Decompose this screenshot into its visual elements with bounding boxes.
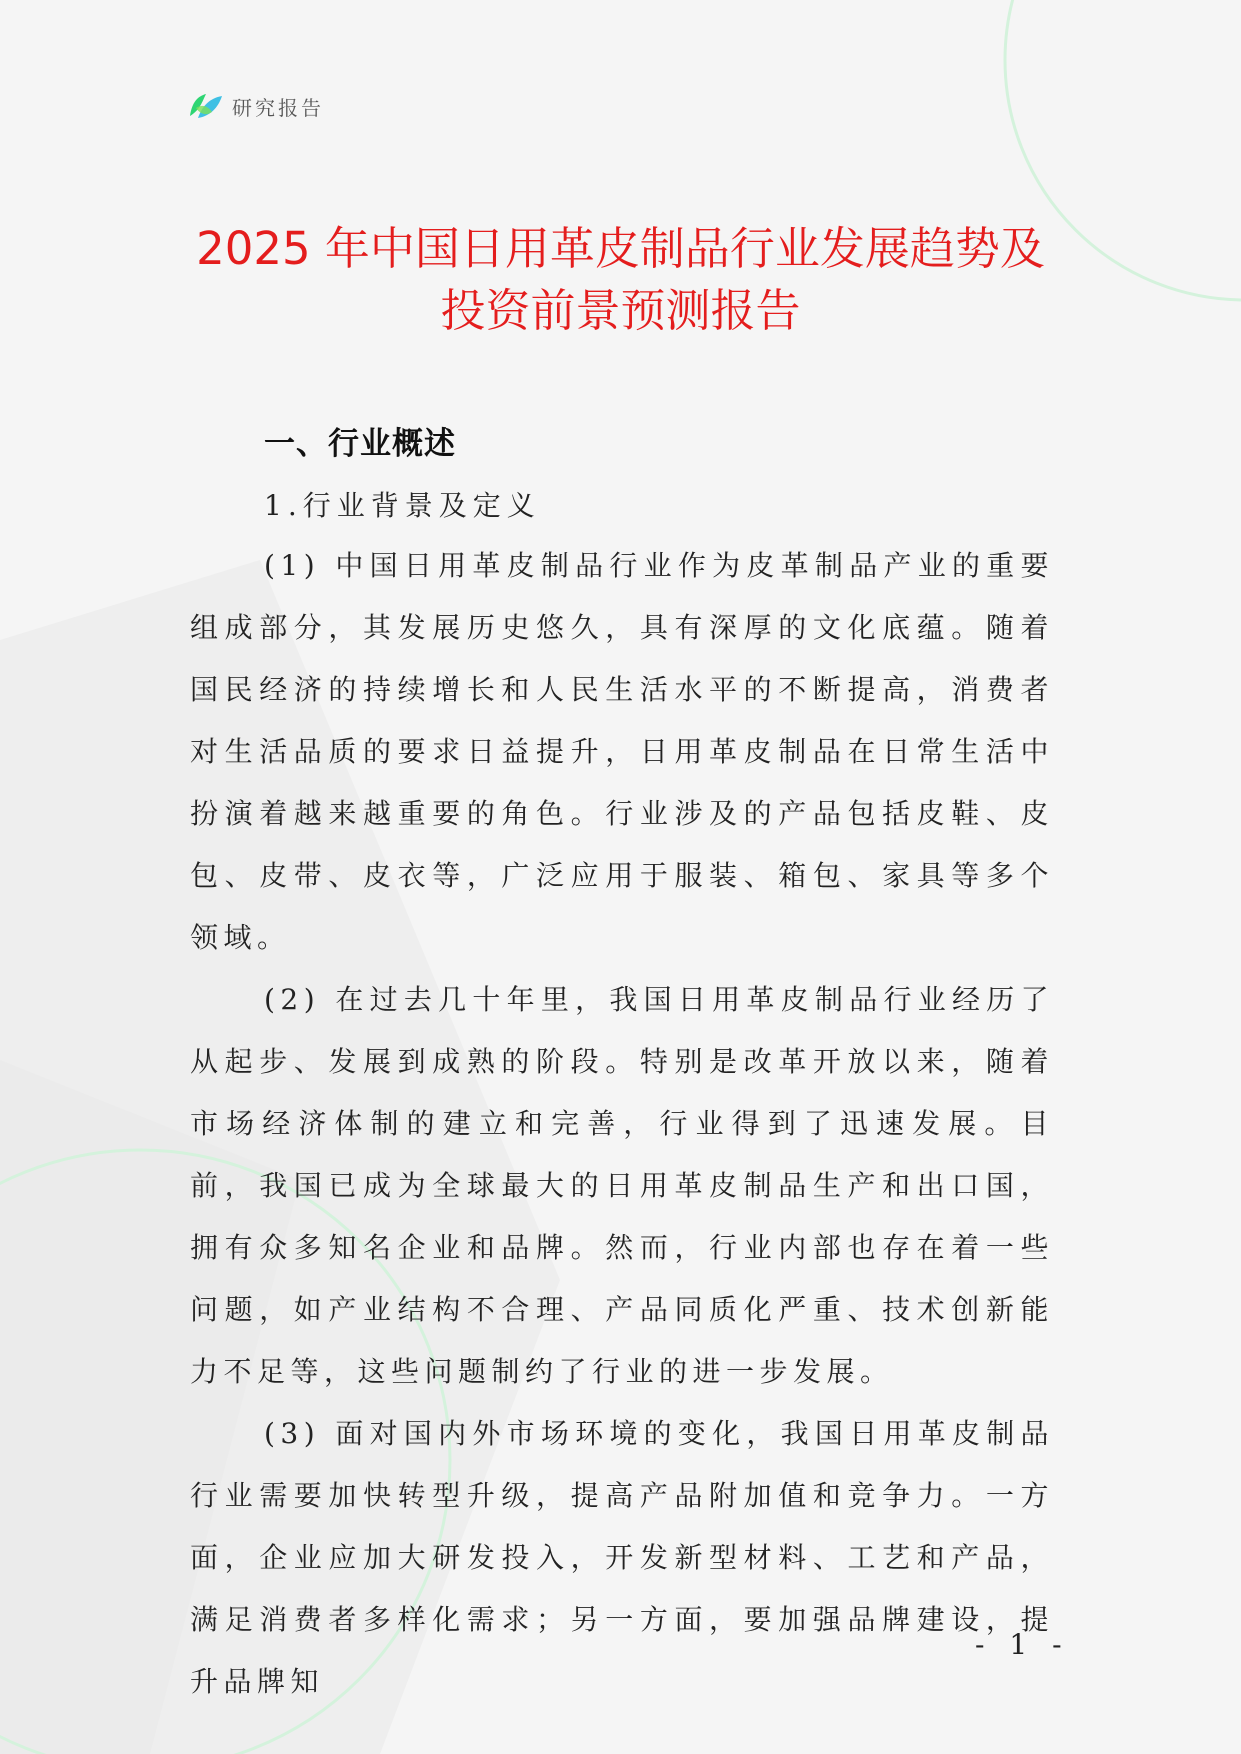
- paragraph-1: (1) 中国日用革皮制品行业作为皮革制品产业的重要组成部分，其发展历史悠久，具有深厚的文化底蕴。随着国民经济的持续增长和人民生活水平的不断提高，消费者对生活品质的要求日益提升，日用革皮制品在日常生活中扮演着越来越重要的角色。行业涉及的产品包括皮鞋、皮包、皮带、皮衣等，广泛应用于服装、箱包、家具等多个领域。: [190, 549, 1054, 954]
- header-label: 研究报告: [232, 95, 324, 120]
- section-subheading: 1.行业背景及定义: [264, 489, 541, 522]
- section-heading: 一、行业概述: [264, 426, 456, 462]
- paragraph-3: (3) 面对国内外市场环境的变化，我国日用革皮制品行业需要加快转型升级，提高产品附加值和竞争力。一方面，企业应加大研发投入，开发新型材料、工艺和产品，满足消费者多样化需求；另一方面，要加强品牌建设，提升品牌知: [190, 1417, 1054, 1698]
- title-line-2: 投资前景预测报告: [440, 284, 801, 337]
- report-header: [188, 90, 324, 122]
- report-title: [150, 218, 1091, 342]
- paragraph-2: (2) 在过去几十年里，我国日用革皮制品行业经历了从起步、发展到成熟的阶段。特别是改革开放以来，随着市场经济体制的建立和完善，行业得到了迅速发展。目前，我国已成为全球最大的日用革皮制品生产和出口国，拥有众多知名企业和品牌。然而，行业内部也存在着一些问题，如产业结构不合理、产品同质化严重、技术创新能力不足等，这些问题制约了行业的进一步发展。: [190, 983, 1054, 1388]
- page-number: - 1 -: [975, 1628, 1070, 1661]
- body-text: [190, 535, 1054, 1713]
- leaf-logo-icon: [188, 90, 224, 122]
- title-line-1: 2025 年中国日用革皮制品行业发展趋势及: [196, 222, 1045, 275]
